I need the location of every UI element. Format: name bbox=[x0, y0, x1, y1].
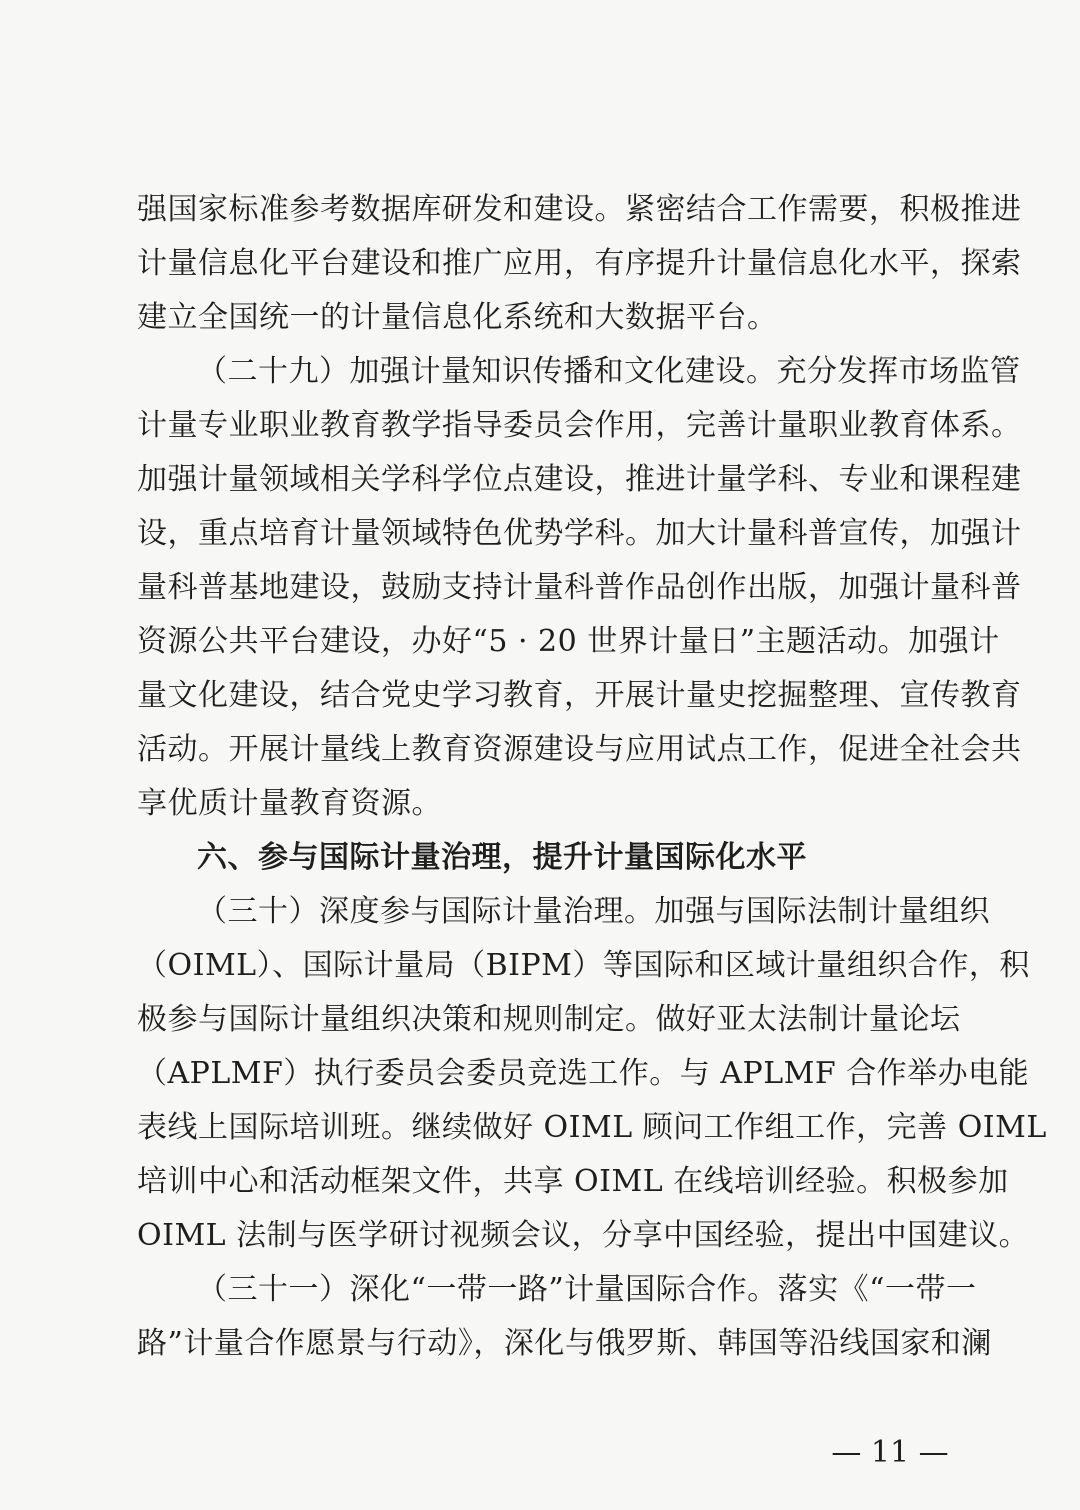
text-line: 表线上国际培训班。继续做好 OIML 顾问工作组工作，完善 OIML bbox=[137, 1110, 1047, 1145]
text-line: OIML 法制与医学研讨视频会议，分享中国经验，提出中国建议。 bbox=[137, 1218, 1030, 1253]
text-line: 强国家标准参考数据库研发和建设。紧密结合工作需要，积极推进 bbox=[137, 192, 1022, 227]
text-line: 培训中心和活动框架文件，共享 OIML 在线培训经验。积极参加 bbox=[137, 1164, 1009, 1199]
text-line: （三十一）深化“一带一路”计量国际合作。落实《“一带一 bbox=[197, 1272, 977, 1307]
text-line: 资源公共平台建设，办好“5 · 20 世界计量日”主题活动。加强计 bbox=[137, 624, 1000, 659]
text-line: 计量专业职业教育教学指导委员会作用，完善计量职业教育体系。 bbox=[137, 408, 1022, 443]
text-line: 计量信息化平台建设和推广应用，有序提升计量信息化水平，探索 bbox=[137, 246, 1022, 281]
text-line: 路”计量合作愿景与行动》，深化与俄罗斯、韩国等沿线国家和澜 bbox=[137, 1326, 992, 1361]
text-line: 量科普基地建设，鼓励支持计量科普作品创作出版，加强计量科普 bbox=[137, 570, 1022, 605]
text-line: 量文化建设，结合党史学习教育，开展计量史挖掘整理、宣传教育 bbox=[137, 678, 1022, 713]
text-line: （三十）深度参与国际计量治理。加强与国际法制计量组织 bbox=[197, 894, 990, 929]
text-line: （OIML）、国际计量局（BIPM）等国际和区域计量组织合作，积 bbox=[137, 948, 1030, 983]
page-number: — 11 — bbox=[831, 1435, 949, 1470]
text-line: 活动。开展计量线上教育资源建设与应用试点工作，促进全社会共 bbox=[137, 732, 1022, 767]
text-line: 极参与国际计量组织决策和规则制定。做好亚太法制计量论坛 bbox=[137, 1002, 961, 1037]
text-line: 设，重点培育计量领域特色优势学科。加大计量科普宣传，加强计 bbox=[137, 516, 1022, 551]
text-line: （APLMF）执行委员会委员竞选工作。与 APLMF 合作举办电能 bbox=[137, 1056, 1030, 1091]
text-line: 加强计量领域相关学科学位点建设，推进计量学科、专业和课程建 bbox=[137, 462, 1022, 497]
section-heading: 六、参与国际计量治理，提升计量国际化水平 bbox=[197, 840, 807, 875]
text-line: 享优质计量教育资源。 bbox=[137, 786, 442, 821]
text-line: 建立全国统一的计量信息化系统和大数据平台。 bbox=[137, 300, 778, 335]
text-line: （二十九）加强计量知识传播和文化建设。充分发挥市场监管 bbox=[197, 354, 1021, 389]
